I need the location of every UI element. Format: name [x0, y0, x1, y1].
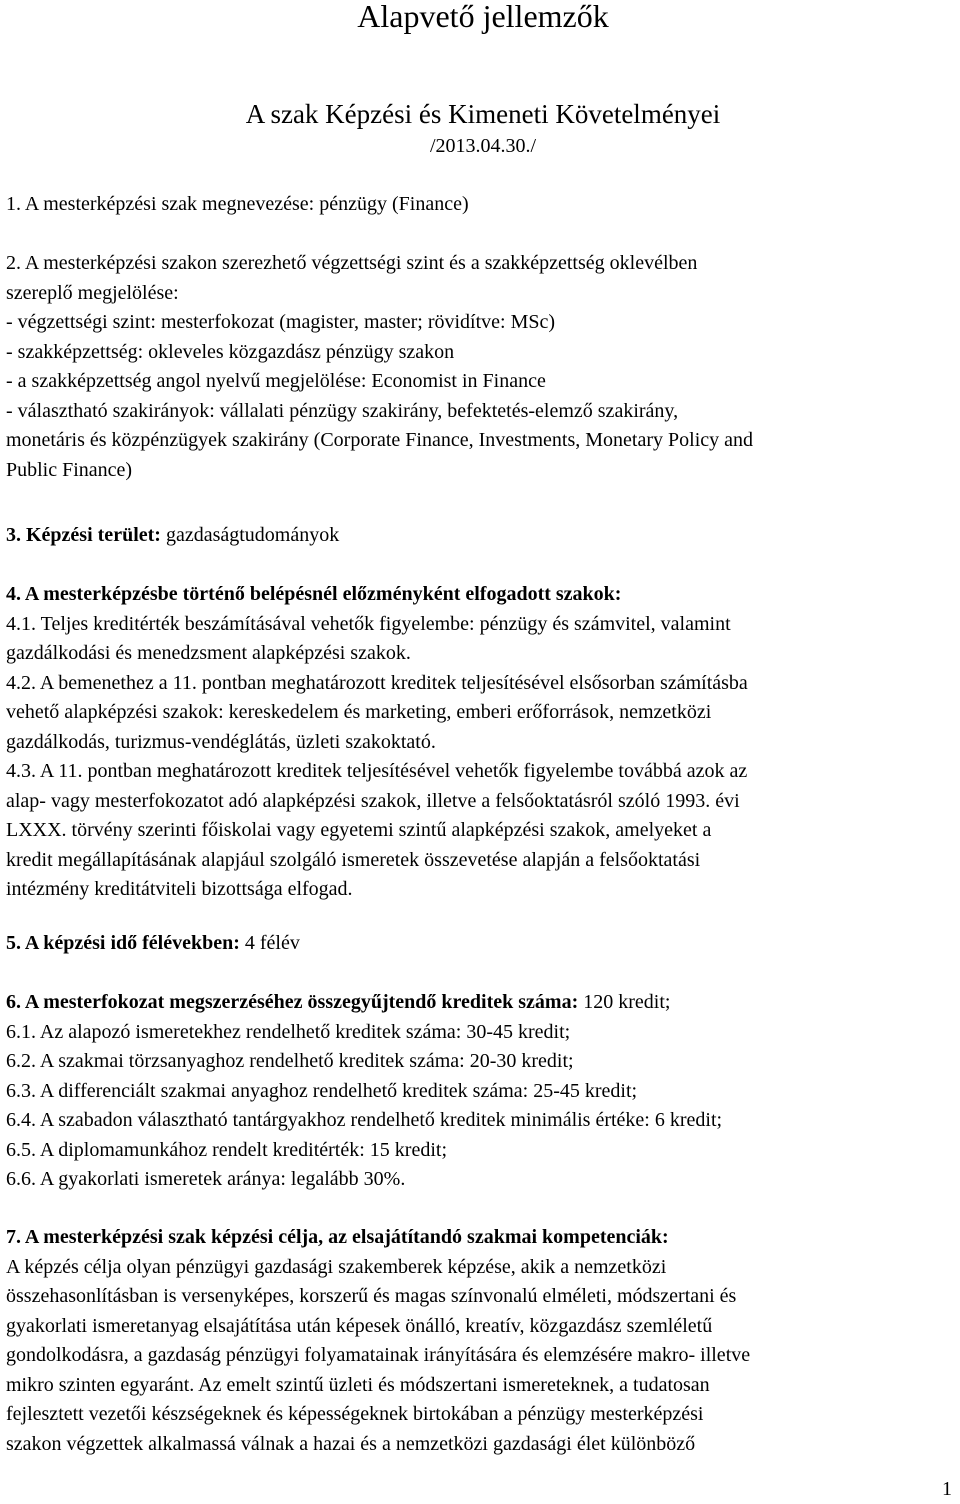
section-7-heading: 7. A mesterképzési szak képzési célja, az elsajátítandó szakmai kompetenciák: [6, 1226, 669, 1248]
section-3-heading: 3. Képzési terület: [6, 524, 161, 546]
section-7-line: gyakorlati ismeretanyag elsajátítása után képesek önálló, kreatív, közgazdász szemléletű [6, 1314, 713, 1337]
section-4-line: vehető alapképzési szakok: kereskedelem és marketing, emberi erőforrások, nemzetközi [6, 701, 712, 723]
section-6-line: 6.6. A gyakorlati ismeretek aránya: legalább 30%. [6, 1168, 406, 1190]
section-6 [6, 988, 958, 1195]
section-4-line: LXXX. törvény szerinti főiskolai vagy egyetemi szintű alapképzési szakok, amelyeket a [6, 819, 712, 841]
document-subtitle: A szak Képzési és Kimeneti Követelményei [245, 99, 721, 129]
section-7-line: gondolkodásra, a gazdaság pénzügyi folyamatainak irányítására és elemzésére makro- illetve [6, 1344, 751, 1366]
section-2-line: - végzettségi szint: mesterfokozat (magister, master; rövidítve: MSc) [6, 311, 556, 333]
section-7-line: A képzés célja olyan pénzügyi gazdasági szakemberek képzése, akik a nemzetközi [6, 1255, 667, 1278]
section-6-line: 6.3. A differenciált szakmai anyaghoz rendelhető kreditek száma: 25-45 kredit; [6, 1079, 638, 1102]
section-6-value: 120 kredit; [578, 991, 671, 1013]
section-4 [6, 580, 958, 905]
section-5 [6, 929, 958, 959]
section-4-line: 4.3. A 11. pontban meghatározott kreditek teljesítésével vehetők figyelembe továbbá azok az [6, 760, 748, 782]
section-4-line: 4.2. A bemenethez a 11. pontban meghatározott kreditek teljesítésével elsősorban számításba [6, 671, 748, 694]
section-6-heading: 6. A mesterfokozat megszerzéséhez összegyűjtendő kreditek száma: [6, 991, 579, 1013]
page-title: Alapvető jellemzők [357, 0, 609, 34]
section-6-line: 6.4. A szabadon választható tantárgyakhoz rendelhető kreditek minimális értéke: 6 kredit; [6, 1109, 723, 1131]
section-7-line: fejlesztett vezetői készségeknek és képességeknek birtokában a pénzügy mesterképzési [6, 1403, 704, 1425]
section-2 [6, 249, 958, 485]
section-4-line: 4.1. Teljes kreditérték beszámításával vehetők figyelembe: pénzügy és számvitel, valamint [6, 612, 731, 635]
section-4-line: gazdálkodási és menedzsment alapképzési szakok. [6, 642, 411, 664]
section-4-heading: 4. A mesterképzésbe történő belépésnél előzményként elfogadott szakok: [6, 583, 622, 605]
section-7-line: összehasonlításban is versenyképes, korszerű és magas színvonalú elméleti, módszertani és [6, 1285, 737, 1307]
section-2-line: - választható szakirányok: vállalati pénzügy szakirány, befektetés-elemző szakirány, [6, 399, 679, 422]
section-3 [6, 521, 958, 551]
section-7 [6, 1223, 958, 1459]
section-5-heading: 5. A képzési idő félévekben: [6, 932, 240, 954]
section-2-line: - szakképzettség: okleveles közgazdász pénzügy szakon [6, 340, 455, 363]
document-date: /2013.04.30./ [429, 135, 537, 157]
section-1 [6, 190, 958, 220]
section-2-line: monetáris és közpénzügyek szakirány (Corporate Finance, Investments, Monetary Policy and [6, 429, 754, 451]
section-5-value: 4 félév [239, 932, 300, 954]
section-7-line: mikro szinten egyaránt. Az emelt szintű üzleti és módszertani ismereteknek, a tudatosan [6, 1373, 710, 1396]
section-1-heading: 1. A mesterképzési szak megnevezése: [6, 193, 315, 215]
section-6-line: 6.1. Az alapozó ismeretekhez rendelhető kreditek száma: 30-45 kredit; [6, 1020, 571, 1043]
section-4-line: alap- vagy mesterfokozatot adó alapképzési szakok, illetve a felsőoktatásról szóló 1993. évi [6, 789, 740, 812]
section-2-line: - a szakképzettség angol nyelvű megjelölése: Economist in Finance [6, 370, 546, 392]
section-4-line: intézmény kreditátviteli bizottsága elfogad. [6, 878, 353, 900]
section-4-line: gazdálkodás, turizmus-vendéglátás, üzleti szakoktató. [6, 730, 436, 753]
section-6-line: 6.2. A szakmai törzsanyaghoz rendelhető kreditek száma: 20-30 kredit; [6, 1050, 574, 1072]
page-number: 1 [942, 1478, 952, 1500]
section-2-heading: 2. A mesterképzési szakon szerezhető végzettségi szint és a szakképzettség oklevélben [6, 252, 698, 274]
section-2-line: Public Finance) [6, 458, 133, 481]
section-2-heading-cont: szereplő megjelölése: [6, 281, 179, 304]
section-4-line: kredit megállapításának alapjául szolgáló ismeretek összevetése alapján a felsőoktatási [6, 848, 701, 871]
section-3-value: gazdaságtudományok [160, 524, 340, 546]
section-1-value: pénzügy (Finance) [314, 193, 469, 215]
section-6-line: 6.5. A diplomamunkához rendelt kreditérték: 15 kredit; [6, 1138, 448, 1161]
section-7-line: szakon végzettek alkalmassá válnak a hazai és a nemzetközi gazdasági élet különböző [6, 1432, 696, 1455]
